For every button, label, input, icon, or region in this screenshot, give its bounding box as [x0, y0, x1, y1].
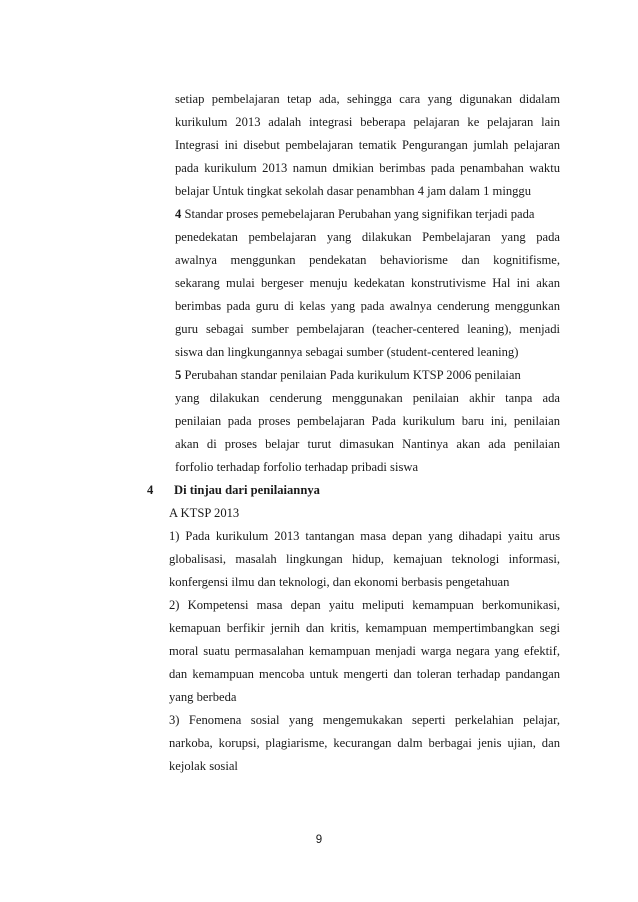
- text-line: 3) Fenomena sosial yang mengemukakan seperti perkelahian pelajar,: [169, 713, 560, 727]
- text-line: yang dilakukan cenderung menggunakan penilaian akhir tanpa ada: [175, 391, 560, 405]
- subheading: A KTSP 2013: [169, 506, 240, 520]
- text-line: akan di proses belajar turut dimasukan Nantinya akan ada penilaian: [175, 437, 560, 451]
- point-number: 5: [175, 368, 182, 382]
- point-4-first-line: [175, 204, 535, 224]
- text-line: guru sebagai sumber pembelajaran (teacher-centered leaning), menjadi: [175, 322, 560, 336]
- point-number: 4: [175, 207, 182, 221]
- text-line: dan kemampuan mencoba untuk mengerti dan toleran terhadap pandangan: [169, 667, 560, 681]
- text-line: belajar Untuk tingkat sekolah dasar penambhan 4 jam dalam 1 minggu: [175, 184, 532, 198]
- text-line: yang berbeda: [169, 690, 237, 704]
- section-title: Di tinjau dari penilaiannya: [174, 483, 320, 497]
- text-line: narkoba, korupsi, plagiarisme, kecurangan dalm berbagai jenis ujian, dan: [169, 736, 560, 750]
- text-line: moral suatu permasalahan kemampuan menjadi warga negara yang efektif,: [169, 644, 560, 658]
- point-text: Standar proses pemebelajaran Perubahan yang signifikan terjadi pada: [181, 207, 535, 221]
- point-text: Perubahan standar penilaian Pada kurikulum KTSP 2006 penilaian: [181, 368, 521, 382]
- text-line: pada kurikulum 2013 namun dmikian berimbas pada penambahan waktu: [175, 161, 560, 175]
- text-line: penedekatan pembelajaran yang dilakukan Pembelajaran yang pada: [175, 230, 560, 244]
- text-line: awalnya menggunkan pendekatan behaviorisme dan kognitifisme,: [175, 253, 560, 267]
- text-line: berimbas pada guru di kelas yang pada awalnya cenderung menggunkan: [175, 299, 560, 313]
- text-line: konfergensi ilmu dan teknologi, dan ekonomi berbasis pengetahuan: [169, 575, 510, 589]
- text-line: penilaian pada proses pembelajaran Pada kurikulum baru ini, penilaian: [175, 414, 560, 428]
- text-line: Integrasi ini disebut pembelajaran tematik Pengurangan jumlah pelajaran: [175, 138, 560, 152]
- text-line: globalisasi, masalah lingkungan hidup, kemajuan teknologi informasi,: [169, 552, 560, 566]
- text-line: kemapuan berfikir jernih dan kritis, kemampuan mempertimbangkan segi: [169, 621, 560, 635]
- page-number: 9: [315, 834, 323, 846]
- text-line: 1) Pada kurikulum 2013 tantangan masa depan yang dihadapi yaitu arus: [169, 529, 560, 543]
- text-line: kejolak sosial: [169, 759, 238, 773]
- section-number: 4: [147, 483, 154, 497]
- text-line: 2) Kompetensi masa depan yaitu meliputi kemampuan berkomunikasi,: [169, 598, 560, 612]
- text-line: forfolio terhadap forfolio terhadap pribadi siswa: [175, 460, 419, 474]
- point-5-first-line: [175, 365, 521, 385]
- text-line: setiap pembelajaran tetap ada, sehingga cara yang digunakan didalam: [175, 92, 560, 106]
- text-line: siswa dan lingkungannya sebagai sumber (student-centered leaning): [175, 345, 519, 359]
- text-line: sekarang mulai bergeser menuju kedekatan konstrutivisme Hal ini akan: [175, 276, 560, 290]
- text-line: kurikulum 2013 adalah integrasi beberapa pelajaran ke pelajaran lain: [175, 115, 560, 129]
